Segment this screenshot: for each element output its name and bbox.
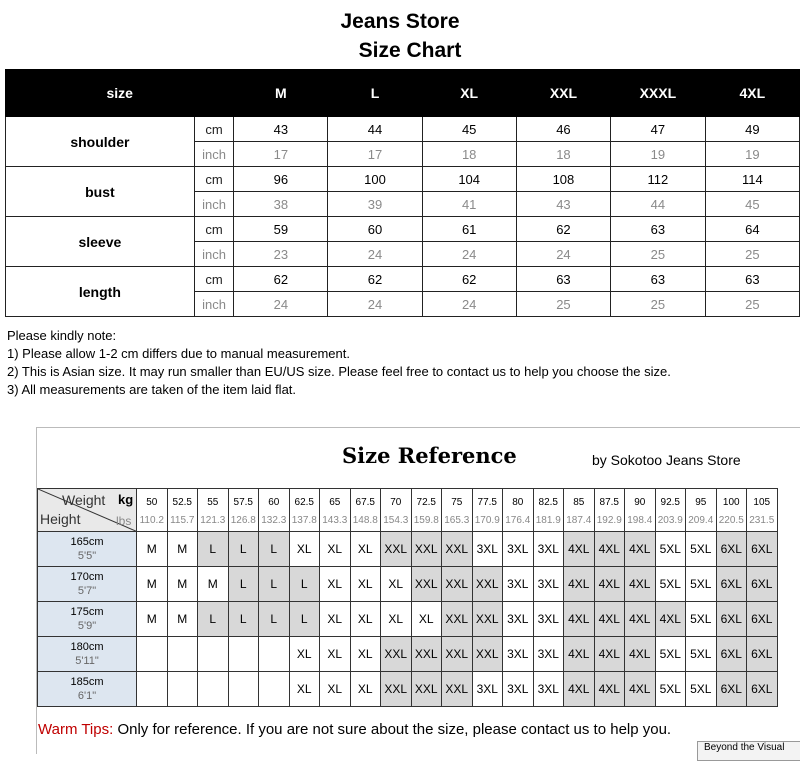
size-cell: 5XL: [686, 567, 717, 602]
kg-label: kg: [118, 492, 134, 507]
size-cell: [259, 637, 290, 672]
lbs-value: 209.4: [688, 514, 714, 526]
header-size-m: M: [234, 70, 328, 117]
lbs-value: 165.3: [444, 514, 470, 526]
size-cell: XL: [350, 602, 381, 637]
size-cell: [137, 672, 168, 707]
lbs-value: 181.9: [535, 514, 561, 526]
size-cell: 3XL: [503, 567, 534, 602]
lbs-value: 198.4: [627, 514, 653, 526]
note-line: 3) All measurements are taken of the item laid flat.: [7, 382, 297, 397]
value-cell: 19: [611, 142, 706, 167]
size-cell: L: [198, 602, 229, 637]
height-cm: 185cm: [70, 676, 104, 688]
size-cell: 4XL: [564, 532, 595, 567]
size-cell: 5XL: [655, 532, 686, 567]
height-cm: 170cm: [70, 571, 104, 583]
size-cell: 5XL: [686, 532, 717, 567]
size-cell: L: [228, 532, 259, 567]
weight-header: [198, 489, 229, 532]
size-cell: 5XL: [686, 672, 717, 707]
size-chart-row-cm: [6, 167, 800, 192]
value-cell: 25: [611, 292, 706, 317]
size-cell: 3XL: [503, 637, 534, 672]
size-cell: XL: [381, 567, 412, 602]
store-title: Jeans Store: [340, 10, 460, 33]
value-cell: 24: [516, 242, 610, 267]
lbs-value: 187.4: [566, 514, 592, 526]
size-cell: 4XL: [625, 567, 656, 602]
size-cell: 4XL: [564, 567, 595, 602]
size-cell: 3XL: [503, 672, 534, 707]
size-chart-header-row: [6, 70, 800, 117]
measure-name: shoulder: [6, 117, 195, 167]
unit-label: inch: [194, 192, 234, 217]
weight-header: [686, 489, 717, 532]
value-cell: 63: [705, 267, 799, 292]
height-cm: 165cm: [70, 536, 104, 548]
lbs-value: 203.9: [657, 514, 683, 526]
lbs-value: 220.5: [718, 514, 744, 526]
notes: [7, 327, 671, 399]
size-cell: 6XL: [716, 637, 747, 672]
value-cell: 25: [516, 292, 610, 317]
measure-name: sleeve: [6, 217, 195, 267]
value-cell: 25: [705, 242, 799, 267]
lbs-value: 159.8: [413, 514, 439, 526]
size-cell: XL: [350, 637, 381, 672]
unit-label: inch: [194, 292, 234, 317]
size-cell: 4XL: [564, 672, 595, 707]
kg-value: 95: [695, 496, 707, 508]
value-cell: 62: [422, 267, 516, 292]
lbs-value: 137.8: [291, 514, 317, 526]
height-label: Height: [40, 511, 81, 527]
size-cell: [228, 672, 259, 707]
value-cell: 60: [328, 217, 422, 242]
value-cell: 23: [234, 242, 328, 267]
value-cell: 24: [422, 242, 516, 267]
size-cell: [137, 637, 168, 672]
size-cell: L: [289, 567, 320, 602]
size-cell: 4XL: [594, 567, 625, 602]
lbs-value: 110.2: [139, 514, 164, 526]
size-cell: 6XL: [747, 602, 778, 637]
value-cell: 96: [234, 167, 328, 192]
size-cell: XXL: [411, 672, 442, 707]
size-cell: 4XL: [594, 602, 625, 637]
lbs-value: 148.8: [352, 514, 378, 526]
size-cell: [167, 637, 198, 672]
size-cell: 4XL: [594, 672, 625, 707]
size-cell: XL: [350, 567, 381, 602]
size-cell: M: [167, 602, 198, 637]
measure-name: length: [6, 267, 195, 317]
value-cell: 25: [611, 242, 706, 267]
height-ft: 5'9": [77, 620, 97, 632]
size-cell: [198, 637, 229, 672]
chart-title: Size Chart: [358, 39, 462, 62]
height-cell: [38, 532, 137, 567]
size-cell: XXL: [411, 637, 442, 672]
size-cell: XL: [350, 672, 381, 707]
note-line: 1) Please allow 1-2 cm differs due to manual measurement.: [7, 346, 350, 361]
size-cell: 4XL: [564, 637, 595, 672]
size-cell: XXL: [442, 672, 473, 707]
weight-header: [228, 489, 259, 532]
height-cell: [38, 637, 137, 672]
kg-value: 105: [753, 496, 771, 508]
reference-header-row: [38, 489, 778, 532]
weight-header: [503, 489, 534, 532]
size-chart-row-cm: [6, 217, 800, 242]
kg-value: 62.5: [294, 496, 314, 508]
lbs-label: lbs: [116, 514, 132, 528]
weight-header: [137, 489, 168, 532]
size-cell: 3XL: [503, 602, 534, 637]
kg-value: 80: [512, 496, 524, 508]
kg-value: 67.5: [355, 496, 375, 508]
unit-label: cm: [194, 167, 234, 192]
weight-header: [259, 489, 290, 532]
lbs-value: 170.9: [474, 514, 500, 526]
value-cell: 112: [611, 167, 706, 192]
size-cell: 6XL: [716, 532, 747, 567]
size-cell: 4XL: [594, 532, 625, 567]
value-cell: 104: [422, 167, 516, 192]
size-chart-row-cm: [6, 267, 800, 292]
size-cell: 5XL: [655, 567, 686, 602]
lbs-value: 176.4: [505, 514, 531, 526]
size-cell: L: [228, 567, 259, 602]
value-cell: 46: [516, 117, 610, 142]
value-cell: 43: [516, 192, 610, 217]
lbs-value: 115.7: [170, 514, 195, 526]
kg-value: 55: [207, 496, 219, 508]
size-cell: XXL: [411, 532, 442, 567]
value-cell: 24: [422, 292, 516, 317]
unit-label: inch: [194, 242, 234, 267]
value-cell: 38: [234, 192, 328, 217]
lbs-value: 132.3: [261, 514, 287, 526]
size-cell: XXL: [381, 532, 412, 567]
size-cell: XL: [411, 602, 442, 637]
size-cell: 3XL: [533, 672, 564, 707]
weight-header: [381, 489, 412, 532]
size-reference-table: [37, 488, 778, 707]
size-cell: 5XL: [655, 637, 686, 672]
value-cell: 45: [422, 117, 516, 142]
reference-row: [38, 567, 778, 602]
lbs-value: 121.3: [200, 514, 226, 526]
weight-header: [625, 489, 656, 532]
size-cell: XL: [320, 532, 351, 567]
header-size-l: L: [328, 70, 422, 117]
weight-label: Weight: [62, 492, 106, 508]
value-cell: 64: [705, 217, 799, 242]
size-cell: M: [167, 532, 198, 567]
size-cell: 6XL: [747, 637, 778, 672]
reference-row: [38, 602, 778, 637]
size-cell: XXL: [442, 567, 473, 602]
value-cell: 41: [422, 192, 516, 217]
size-cell: L: [228, 602, 259, 637]
size-cell: 3XL: [503, 532, 534, 567]
weight-header: [442, 489, 473, 532]
value-cell: 24: [328, 292, 422, 317]
unit-label: cm: [194, 217, 234, 242]
value-cell: 17: [328, 142, 422, 167]
kg-value: 60: [268, 496, 280, 508]
lbs-value: 143.3: [322, 514, 348, 526]
kg-value: 72.5: [416, 496, 436, 508]
kg-value: 85: [573, 496, 585, 508]
size-cell: M: [167, 567, 198, 602]
warm-tips-text: Only for reference. If you are not sure about the size, please contact us to help you.: [113, 721, 672, 738]
size-cell: 3XL: [533, 532, 564, 567]
size-cell: XL: [289, 637, 320, 672]
lbs-value: 154.3: [383, 514, 409, 526]
size-cell: 3XL: [533, 637, 564, 672]
kg-value: 90: [634, 496, 646, 508]
value-cell: 108: [516, 167, 610, 192]
weight-header: [564, 489, 595, 532]
kg-value: 57.5: [233, 496, 253, 508]
size-cell: XXL: [442, 637, 473, 672]
height-ft: 5'7": [77, 585, 97, 597]
value-cell: 100: [328, 167, 422, 192]
height-cell: [38, 567, 137, 602]
kg-value: 52.5: [172, 496, 192, 508]
size-cell: 4XL: [625, 672, 656, 707]
value-cell: 44: [611, 192, 706, 217]
size-cell: 6XL: [747, 532, 778, 567]
size-cell: 5XL: [655, 672, 686, 707]
size-cell: XL: [320, 637, 351, 672]
height-cell: [38, 602, 137, 637]
kg-value: 50: [146, 496, 158, 508]
size-cell: XL: [289, 672, 320, 707]
size-cell: XL: [320, 567, 351, 602]
value-cell: 43: [234, 117, 328, 142]
size-chart-table: [5, 69, 800, 317]
value-cell: 47: [611, 117, 706, 142]
kg-value: 92.5: [660, 496, 680, 508]
size-cell: 3XL: [533, 567, 564, 602]
value-cell: 62: [516, 217, 610, 242]
size-cell: 4XL: [625, 602, 656, 637]
size-cell: 6XL: [747, 672, 778, 707]
size-cell: XXL: [381, 637, 412, 672]
size-cell: 6XL: [716, 567, 747, 602]
size-cell: L: [259, 567, 290, 602]
warm-tips: [38, 721, 671, 738]
header-size-xxl: XXL: [516, 70, 610, 117]
size-cell: XL: [350, 532, 381, 567]
kg-value: 70: [390, 496, 402, 508]
size-cell: L: [259, 602, 290, 637]
weight-header: [167, 489, 198, 532]
size-cell: 3XL: [533, 602, 564, 637]
header-size-4xl: 4XL: [705, 70, 799, 117]
value-cell: 24: [234, 292, 328, 317]
header-size-xl: XL: [422, 70, 516, 117]
weight-header: [411, 489, 442, 532]
size-cell: XXL: [442, 532, 473, 567]
size-cell: 5XL: [686, 637, 717, 672]
size-cell: M: [198, 567, 229, 602]
value-cell: 18: [422, 142, 516, 167]
size-cell: XXL: [442, 602, 473, 637]
value-cell: 39: [328, 192, 422, 217]
note-line: 2) This is Asian size. It may run smaller than EU/US size. Please feel free to contact us to help you choose the size.: [7, 364, 671, 379]
size-cell: XL: [381, 602, 412, 637]
warm-tips-label: Warm Tips:: [38, 721, 114, 738]
weight-header: [533, 489, 564, 532]
size-cell: M: [137, 532, 168, 567]
kg-value: 65: [329, 496, 341, 508]
lbs-value: 231.5: [749, 514, 775, 526]
reference-row: [38, 672, 778, 707]
size-cell: XXL: [411, 567, 442, 602]
weight-header: [716, 489, 747, 532]
value-cell: 49: [705, 117, 799, 142]
weight-header: [289, 489, 320, 532]
size-cell: M: [137, 602, 168, 637]
size-cell: XXL: [472, 602, 503, 637]
value-cell: 62: [328, 267, 422, 292]
value-cell: 114: [705, 167, 799, 192]
size-cell: [198, 672, 229, 707]
size-cell: L: [259, 532, 290, 567]
view-button[interactable]: Beyond the Visual: [697, 741, 800, 761]
weight-header: [594, 489, 625, 532]
value-cell: 44: [328, 117, 422, 142]
reference-row: [38, 637, 778, 672]
size-cell: 6XL: [716, 672, 747, 707]
size-cell: XL: [320, 602, 351, 637]
size-cell: [228, 637, 259, 672]
weight-header: [472, 489, 503, 532]
size-cell: 4XL: [625, 637, 656, 672]
size-cell: 3XL: [472, 532, 503, 567]
corner-cell: [38, 489, 137, 532]
size-cell: [167, 672, 198, 707]
value-cell: 62: [234, 267, 328, 292]
size-cell: XXL: [381, 672, 412, 707]
lbs-value: 192.9: [596, 514, 622, 526]
size-cell: 5XL: [686, 602, 717, 637]
weight-header: [350, 489, 381, 532]
size-cell: 6XL: [747, 567, 778, 602]
value-cell: 61: [422, 217, 516, 242]
header-size: size: [6, 70, 234, 117]
value-cell: 18: [516, 142, 610, 167]
value-cell: 17: [234, 142, 328, 167]
height-cell: [38, 672, 137, 707]
size-cell: 4XL: [655, 602, 686, 637]
size-cell: XL: [320, 672, 351, 707]
kg-value: 100: [722, 496, 740, 508]
height-ft: 5'5": [77, 550, 97, 562]
size-cell: 6XL: [716, 602, 747, 637]
value-cell: 63: [516, 267, 610, 292]
size-cell: XXL: [472, 637, 503, 672]
height-cm: 180cm: [70, 641, 104, 653]
weight-header: [747, 489, 778, 532]
kg-value: 75: [451, 496, 463, 508]
header-size-xxxl: XXXL: [611, 70, 706, 117]
height-ft: 5'11": [75, 655, 99, 667]
size-cell: M: [137, 567, 168, 602]
size-cell: L: [198, 532, 229, 567]
size-cell: 4XL: [564, 602, 595, 637]
lbs-value: 126.8: [230, 514, 256, 526]
value-cell: 19: [705, 142, 799, 167]
height-ft: 6'1": [77, 690, 97, 702]
unit-label: inch: [194, 142, 234, 167]
kg-value: 82.5: [538, 496, 558, 508]
unit-label: cm: [194, 117, 234, 142]
measure-name: bust: [6, 167, 195, 217]
value-cell: 63: [611, 267, 706, 292]
value-cell: 25: [705, 292, 799, 317]
reference-row: [38, 532, 778, 567]
size-cell: [259, 672, 290, 707]
reference-byline: by Sokotoo Jeans Store: [592, 452, 741, 468]
weight-header: [655, 489, 686, 532]
kg-value: 77.5: [477, 496, 497, 508]
size-cell: 4XL: [625, 532, 656, 567]
kg-value: 87.5: [599, 496, 619, 508]
value-cell: 45: [705, 192, 799, 217]
unit-label: cm: [194, 267, 234, 292]
value-cell: 59: [234, 217, 328, 242]
size-chart-row-cm: [6, 117, 800, 142]
size-cell: L: [289, 602, 320, 637]
size-cell: 4XL: [594, 637, 625, 672]
size-cell: XL: [289, 532, 320, 567]
value-cell: 63: [611, 217, 706, 242]
note-line: Please kindly note:: [7, 328, 117, 343]
weight-header: [320, 489, 351, 532]
value-cell: 24: [328, 242, 422, 267]
size-cell: XXL: [472, 567, 503, 602]
height-cm: 175cm: [70, 606, 104, 618]
reference-title: Size Reference: [342, 443, 517, 468]
size-cell: 3XL: [472, 672, 503, 707]
